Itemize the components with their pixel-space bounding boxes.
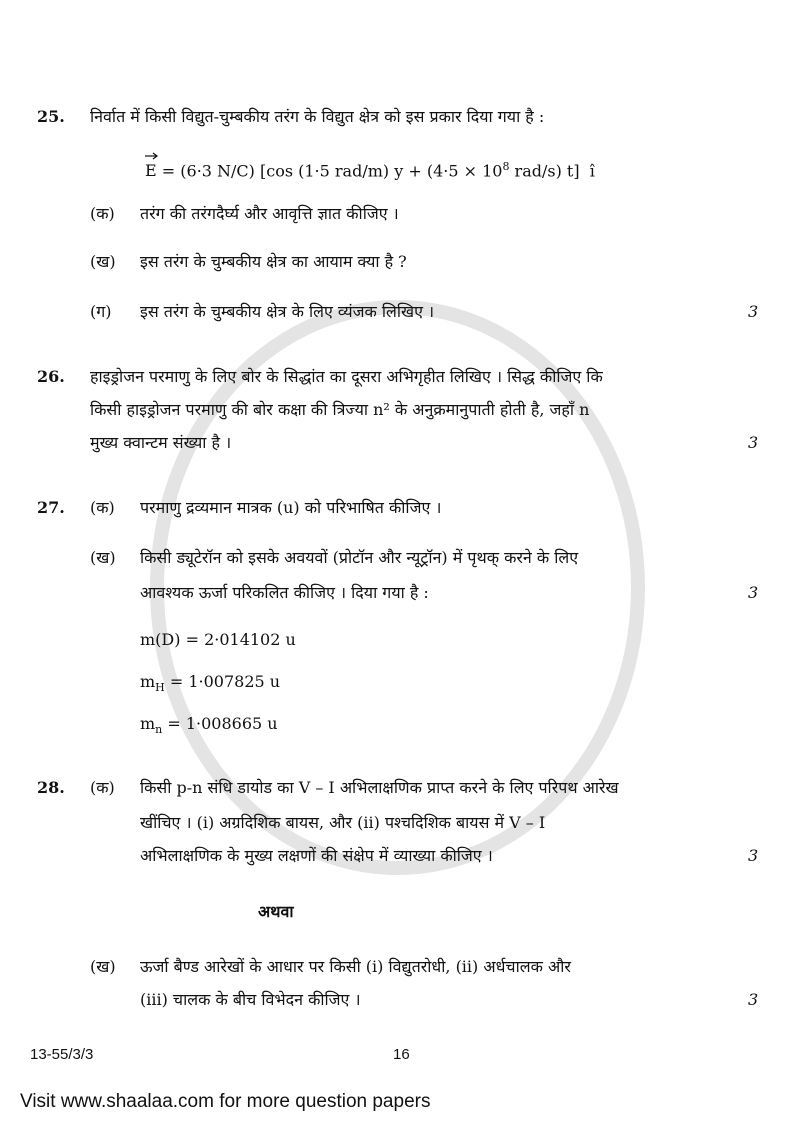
marks: 3 xyxy=(748,990,759,1009)
part-text: परमाणु द्रव्यमान मात्रक (u) को परिभाषित कीजिए । xyxy=(140,498,442,517)
part-text: अभिलाक्षणिक के मुख्य लक्षणों की संक्षेप में व्याख्या कीजिए । xyxy=(140,846,493,865)
symbol: m(D) xyxy=(140,630,181,649)
given-value xyxy=(140,630,296,650)
part-text: (iii) चालक के बीच विभेदन कीजिए । xyxy=(140,990,361,1009)
symbol: m xyxy=(140,714,156,733)
subscript: H xyxy=(155,681,165,695)
question-number: 27. xyxy=(37,498,65,517)
part-label: (ख) xyxy=(90,548,116,567)
eq-end: rad/s) t] xyxy=(509,161,580,181)
part-label: (ख) xyxy=(90,957,116,976)
eq-mid: = (6·3 N/C) [cos (1·5 rad/m) y + (4·5 × 10 xyxy=(156,161,503,181)
part-label: (क) xyxy=(90,498,115,517)
part-label: (क) xyxy=(90,778,115,797)
symbol: m xyxy=(140,672,156,691)
marks: 3 xyxy=(748,302,759,321)
question-text: हाइड्रोजन परमाणु के लिए बोर के सिद्धांत का दूसरा अभिगृहीत लिखिए । सिद्ध कीजिए कि xyxy=(90,367,603,386)
given-value xyxy=(140,714,278,740)
part-label: (क) xyxy=(90,204,115,223)
given-value xyxy=(140,672,280,698)
paper-code: 13-55/3/3 xyxy=(30,1046,94,1063)
value: = 1·007825 u xyxy=(164,672,281,691)
part-text: इस तरंग के चुम्बकीय क्षेत्र का आयाम क्या है ? xyxy=(140,252,407,271)
marks: 3 xyxy=(748,846,759,865)
part-text: खींचिए । (i) अग्रदिशिक बायस, और (ii) पश्चदिशिक बायस में V – I xyxy=(140,813,546,832)
eq-exp: 8 xyxy=(502,160,510,173)
question-text: मुख्य क्वान्टम संख्या है । xyxy=(90,433,232,452)
value: = 1·008665 u xyxy=(162,714,278,733)
question-number: 26. xyxy=(37,367,65,386)
marks: 3 xyxy=(748,583,759,602)
or-heading: अथवा xyxy=(258,902,294,921)
part-text: आवश्यक ऊर्जा परिकलित कीजिए । दिया गया है : xyxy=(140,583,429,602)
part-text: ऊर्जा बैण्ड आरेखों के आधार पर किसी (i) विद्युतरोधी, (ii) अर्धचालक और xyxy=(140,957,571,976)
vector-arrow-icon xyxy=(145,152,159,160)
part-text: तरंग की तरंगदैर्घ्य और आवृत्ति ज्ञात कीजिए । xyxy=(140,204,399,223)
vector-e xyxy=(145,161,157,181)
eq-unit: î xyxy=(589,161,595,181)
part-text: इस तरंग के चुम्बकीय क्षेत्र के लिए व्यंजक लिखिए । xyxy=(140,302,435,321)
website-link[interactable]: Visit www.shaalaa.com for more question papers xyxy=(20,1091,431,1112)
part-label: (ख) xyxy=(90,252,116,271)
question-number: 28. xyxy=(37,778,65,797)
subscript: n xyxy=(155,723,163,737)
marks: 3 xyxy=(748,433,759,452)
part-text: किसी ड्यूटेरॉन को इसके अवयवों (प्रोटॉन और न्यूट्रॉन) में पृथक् करने के लिए xyxy=(140,548,579,567)
equation xyxy=(145,157,595,181)
value: = 2·014102 u xyxy=(180,630,296,649)
page-number: 16 xyxy=(393,1046,410,1063)
question-text: किसी हाइड्रोजन परमाणु की बोर कक्षा की त्रिज्या n² के अनुक्रमानुपाती होती है, जहाँ n xyxy=(90,400,590,419)
question-text: निर्वात में किसी विद्युत-चुम्बकीय तरंग के विद्युत क्षेत्र को इस प्रकार दिया गया है : xyxy=(90,107,545,126)
part-label: (ग) xyxy=(90,302,112,321)
eq-lhs: E xyxy=(145,161,157,181)
part-text: किसी p-n संधि डायोड का V – I अभिलाक्षणिक प्राप्त करने के लिए परिपथ आरेख xyxy=(140,778,619,797)
question-number: 25. xyxy=(37,107,65,126)
